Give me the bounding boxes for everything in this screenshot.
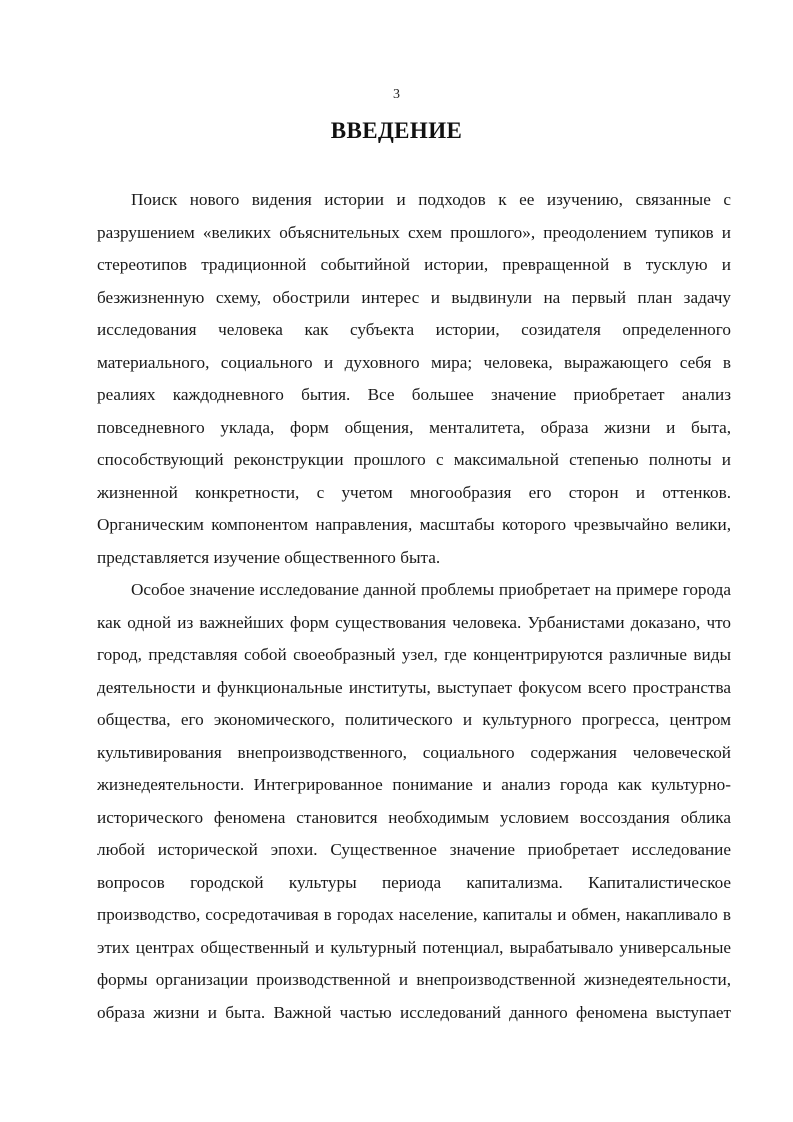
paragraph-1: Поиск нового видения истории и подходов к ее изучению, связанные с разрушением «великих объяснительных схем прошлого», преодолением тупиков и стереотипов традиционной событийной истории, превращенной в тусклую и безжизненную схему, обострили интерес и выдвинули на первый план задачу исследования человека как субъекта истории, созидателя определенного материального, социального и духовного мира; человека, выражающего себя в реалиях каждодневного бытия. Все большее значение приобретает анализ повседневного уклада, форм общения, менталитета, образа жизни и быта, способствующий реконструкции прошлого с максимальной степенью полноты и жизненной конкретности, с учетом многообразия его сторон и оттенков. Органическим компонентом направления, масштабы которого чрезвычайно велики, представляется изучение общественного быта.: [97, 190, 731, 567]
paragraph-2: Особое значение исследование данной проблемы приобретает на примере города как одной из важнейших форм существования человека. Урбанистами доказано, что город, представляя собой своеобразный узел, где концентрируются различные виды деятельности и функциональные институты, выступает фокусом всего пространства общества, его экономического, политического и культурного прогресса, центром культивирования внепроизводственного, социального содержания человеческой жизнедеятельности. Интегрированное понимание и анализ города как культурно-исторического феномена становится необходимым условием воссоздания облика любой исторической эпохи. Существенное значение приобретает исследование вопросов городской культуры периода капитализма. Капиталистическое производство, сосредотачивая в городах население, капиталы и обмен, накапливало в этих центрах общественный и культурный потенциал, вырабатывало универсальные формы организации производственной и внепроизводственной жизнедеятельности, образа жизни и быта. Важной частью исследований данного феномена выступает: [97, 580, 731, 1022]
page-number: 3: [393, 87, 400, 102]
section-heading: ВВЕДЕНИЕ: [330, 118, 463, 143]
body-text: [97, 184, 731, 1029]
